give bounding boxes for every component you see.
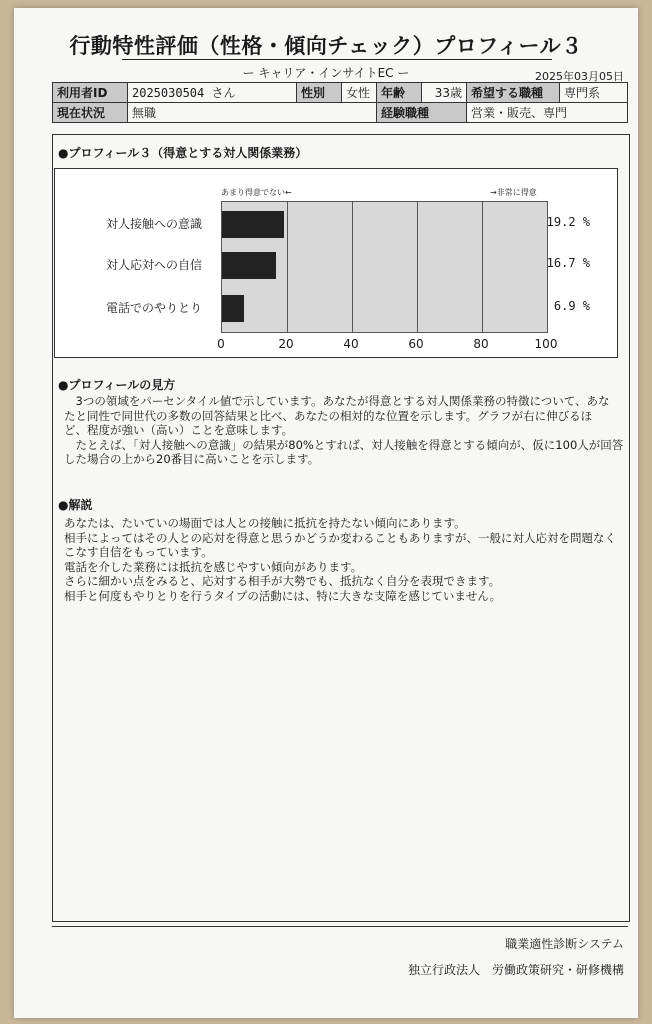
value-label: 19.2 % [546,215,590,229]
bar [222,295,244,322]
page-title: 行動特性評価（性格・傾向チェック）プロフィール３ [69,34,583,58]
gridline [287,202,288,332]
footer-system: 職業適性診断システム [505,937,624,951]
commentary-line: こなす自信をもっています。 [64,545,213,559]
howto-section-heading: ●プロフィールの見方 [58,378,176,392]
tick-label: 20 [278,337,294,351]
footer-organization: 独立行政法人 労働政策研究・研修機構 [407,963,624,977]
desired-job-value: 専門系 [560,83,628,103]
howto-line: たと同性で同世代の多数の回答結果と比べ、あなたの相対的な位置を示します。グラフが右に伸びるほ [64,408,593,423]
commentary-text [64,516,624,603]
category-label: 対人応対への自信 [106,258,203,272]
experience-label: 経験職種 [377,103,467,123]
tick-label: 60 [408,337,424,351]
gridline [482,202,483,332]
howto-line: 3つの領域をパーセンタイル値で示しています。あなたが得意とする対人関係業務の特徴について、あな [64,394,610,408]
bar [222,252,276,279]
document-page [14,8,638,1018]
bar [222,211,284,238]
status-value: 無職 [128,103,377,123]
user-id-value: 2025030504 さん [128,83,297,103]
profile-section-heading: ●プロフィール３（得意とする対人関係業務） [58,146,308,160]
footer-divider [52,926,628,927]
category-label: 対人接触への意識 [106,217,203,231]
title-underline [122,59,552,60]
howto-line: ど、程度が強い（高い）ことを意味します。 [64,423,294,437]
commentary-section-heading: ●解説 [58,498,93,512]
report-date: 2025年03月05日 [535,70,624,83]
commentary-line: あなたは、たいていの場面では人との接触に抵抗を持たない傾向にあります。 [64,516,466,530]
age-label: 年齢 [377,83,422,103]
commentary-line: 相手と何度もやりとりを行うタイプの活動には、特に大きな支障を感じていません。 [64,588,502,603]
commentary-line: 相手によってはその人との応対を得意と思うかどうか変わることもありますが、一般に対人応対を問題なく [64,530,616,545]
user-info-table [52,82,628,123]
value-label: 16.7 % [546,256,590,270]
user-id-label: 利用者ID [53,83,128,103]
experience-value: 営業・販売、専門 [467,103,628,123]
gridline [352,202,353,332]
howto-line: した場合の上から20番目に高いことを示します。 [64,452,320,466]
value-label: 6.9 % [553,299,590,313]
commentary-line: 電話を介した業務には抵抗を感じやすい傾向があります。 [64,559,363,574]
annotation-right: →非常に得意 [490,188,537,197]
tick-label: 40 [343,337,359,351]
howto-line: たとえば、「対人接触への意識」の結果が80%とすれば、対人接触を得意とする傾向が、仮に100人が回答 [64,437,624,452]
gender-value: 女性 [342,83,377,103]
category-label: 電話でのやりとり [106,301,203,315]
commentary-line: さらに細かい点をみると、応対する相手が大勢でも、抵抗なく自分を表現できます。 [64,574,501,588]
tick-label: 80 [473,337,489,351]
tick-label: 0 [217,337,225,351]
gridline [417,202,418,332]
annotation-left: あまり得意でない← [221,188,292,197]
bar-chart-plot [221,201,548,333]
tick-label: 100 [534,337,558,351]
gender-label: 性別 [297,83,342,103]
status-label: 現在状況 [53,103,128,123]
page-subtitle: ー キャリア・インサイトEC ー [242,66,410,80]
howto-text [64,394,624,467]
desired-job-label: 希望する職種 [467,83,560,103]
age-value: 33歳 [422,83,467,103]
